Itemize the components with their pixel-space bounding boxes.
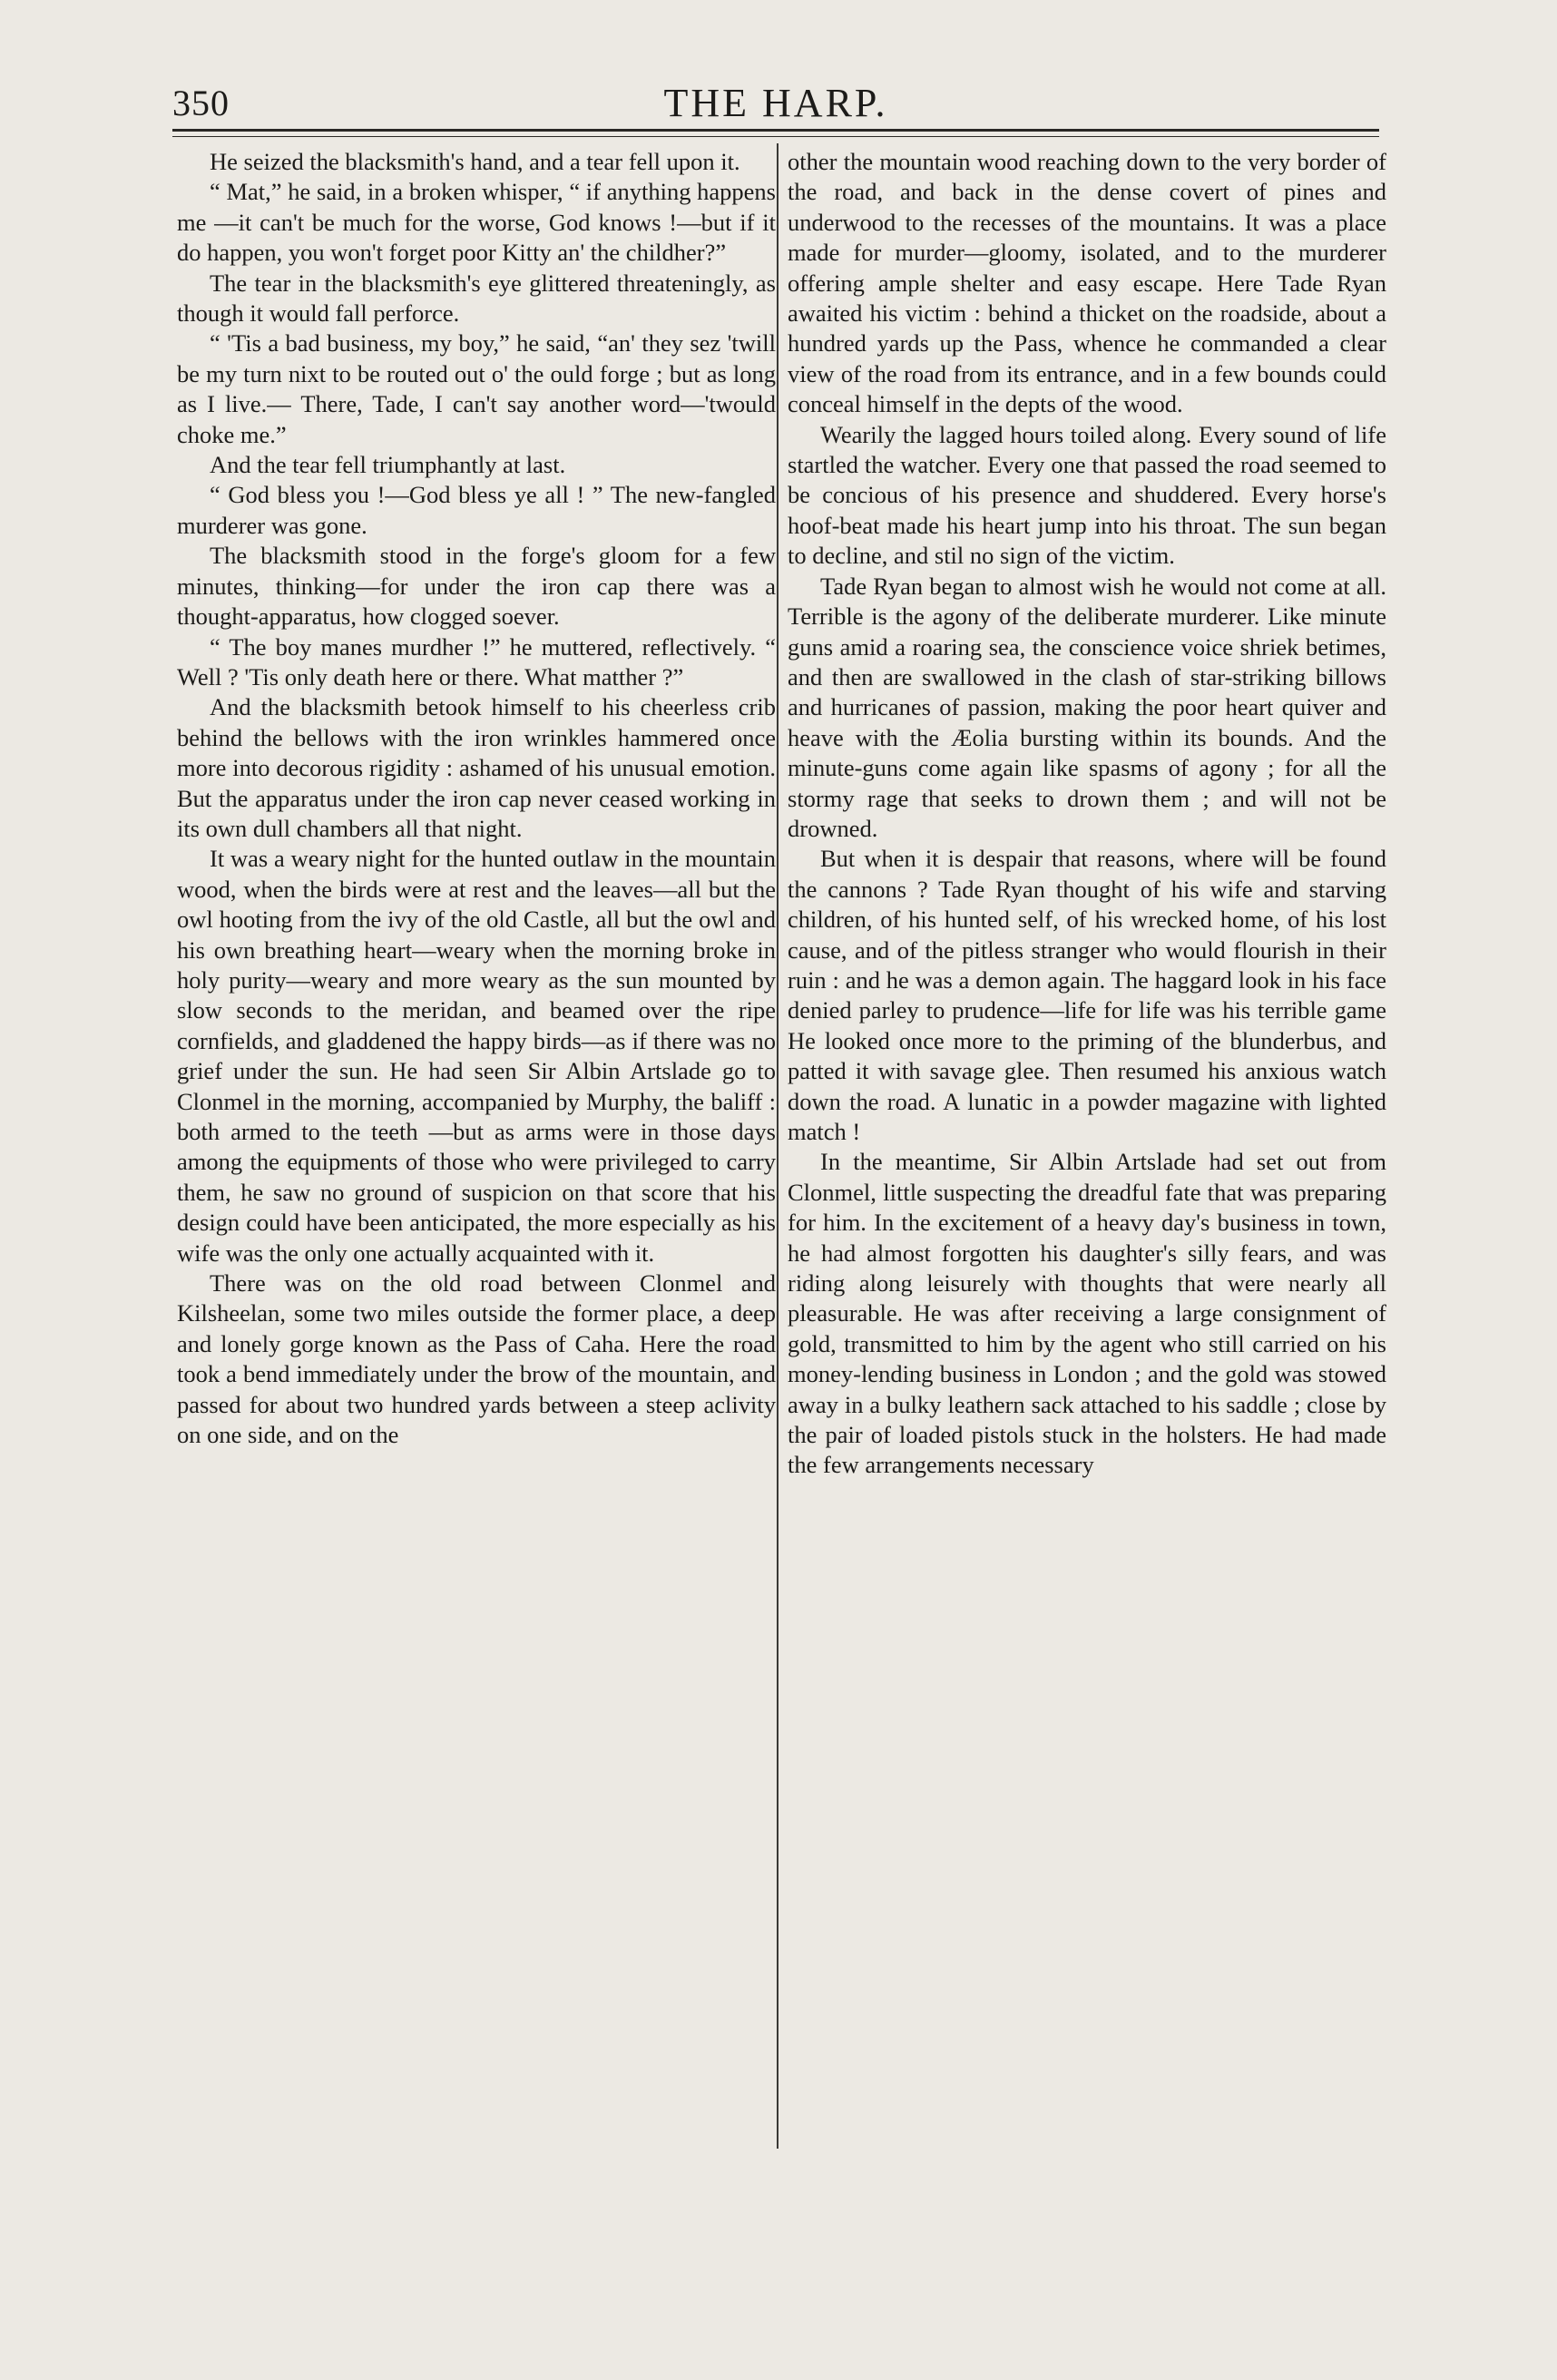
column-divider bbox=[777, 143, 778, 2149]
paragraph: “ Mat,” he said, in a broken whisper, “ if anything happens me —it can't be much for the worse, God knows !—but if it do happen, you won't forget poor Kitty an' the childher?” bbox=[177, 178, 776, 267]
paragraph: other the mountain wood reaching down to the very border of the road, and back in the dense covert of pines and underwood to the recesses of the mountains. It was a place made for murder—gloomy, isolated, and to the murderer offering ample shelter and easy escape. Here Tade Ryan awaited his victim : behind a thicket on the roadside, about a hundred yards up the Pass, whence he commanded a clear view of the road from its entrance, and in a few bounds could conceal himself in the depts of the wood. bbox=[788, 148, 1386, 418]
paragraph: There was on the old road between Clonmel and Kilsheelan, some two miles outside the former place, a deep and lonely gorge known as the Pass of Caha. Here the road took a bend immediately under the brow of the mountain, and passed for about two hundred yards between a steep aclivity on one side, and on the bbox=[177, 1269, 776, 1449]
right-column bbox=[788, 147, 1386, 1481]
paragraph: And the blacksmith betook himself to his cheerless crib behind the bellows with the iron wrinkles hammered once more into decorous rigidity : ashamed of his unusual emotion. But the apparatus under the iron cap never ceased working in its own dull chambers all that night. bbox=[177, 693, 776, 842]
paragraph: “ God bless you !—God bless ye all ! ” The new-fangled murderer was gone. bbox=[177, 481, 776, 539]
paragraph: In the meantime, Sir Albin Artslade had set out from Clonmel, little suspecting the dreadful fate that was preparing for him. In the excitement of a heavy day's business in town, he had almost forgotten his daughter's silly fears, and was riding along leisurely with thoughts that were nearly all pleasurable. He was after receiving a large consignment of gold, transmitted to him by the agent who still carried on his money-lending business in London ; and the gold was stowed away in a bulky leathern sack attached to his saddle ; close by the pair of loaded pistols stuck in the holsters. He had made the few arrangements necessary bbox=[788, 1148, 1386, 1479]
page-header bbox=[172, 80, 1379, 125]
paragraph: “ 'Tis a bad business, my boy,” he said, “an' they sez 'twill be my turn nixt to be routed out o' the ould forge ; but as long as I live.— There, Tade, I can't say another word—'twould choke me.” bbox=[177, 329, 776, 448]
paragraph: It was a weary night for the hunted outlaw in the mountain wood, when the birds were at rest and the leaves—all but the owl hooting from the ivy of the old Castle, all but the owl and his own breathing heart—weary when the morning broke in holy purity—weary and more weary as the sun mounted by slow seconds to the meridan, and beamed over the ripe cornfields, and gladdened the happy birds—as if there was no grief under the sun. He had seen Sir Albin Artslade go to Clonmel in the morning, accompanied by Murphy, the baliff : both armed to the teeth —but as arms were in those days among the equipments of those who were privileged to carry them, he saw no ground of suspicion on that score that his design could have been anticipated, the more especially as his wife was the only one actually acquainted with it. bbox=[177, 845, 776, 1267]
left-column bbox=[177, 147, 776, 1450]
paragraph: Wearily the lagged hours toiled along. Every sound of life startled the watcher. Every one that passed the road seemed to be concious of his presence and shuddered. Every horse's hoof-beat made his heart jump into his throat. The sun began to decline, and stil no sign of the victim. bbox=[788, 420, 1386, 570]
header-rule-thin bbox=[172, 136, 1379, 137]
paragraph: The blacksmith stood in the forge's gloom for a few minutes, thinking—for under the iron cap there was a thought-apparatus, how clogged soever. bbox=[177, 542, 776, 631]
paragraph: “ The boy manes murdher !” he muttered, reflectively. “ Well ? 'Tis only death here or there. What matther ?” bbox=[177, 632, 776, 690]
paragraph: He seized the blacksmith's hand, and a tear fell upon it. bbox=[210, 148, 740, 175]
header-rule-thick bbox=[172, 129, 1379, 132]
paragraph: Tade Ryan began to almost wish he would not come at all. Terrible is the agony of the deliberate murderer. Like minute guns amid a roaring sea, the conscience voice shriek betimes, and then are swallowed in the clash of star-striking billows and hurricanes of passion, making the poor heart quiver and heave with the Æolia bursting within its bounds. And the minute-guns come again like spasms of agony ; for all the stormy rage that seeks to drown them ; and will not be drowned. bbox=[788, 572, 1386, 842]
paragraph: But when it is despair that reasons, where will be found the cannons ? Tade Ryan thought of his wife and starving children, of his hunted self, of his wrecked home, of his lost cause, and of the pitless stranger who would flourish in their ruin : and he was a demon again. The haggard look in his face denied parley to prudence—life for life was his terrible game He looked once more to the priming of the blunderbus, and patted it with savage glee. Then resumed his anxious watch down the road. A lunatic in a powder magazine with lighted match ! bbox=[788, 845, 1386, 1145]
running-title: THE HARP. bbox=[663, 81, 888, 125]
paragraph: The tear in the blacksmith's eye glittered threateningly, as though it would fall perforce. bbox=[177, 269, 776, 328]
page-number: 350 bbox=[172, 83, 230, 123]
paragraph: And the tear fell triumphantly at last. bbox=[210, 451, 566, 479]
